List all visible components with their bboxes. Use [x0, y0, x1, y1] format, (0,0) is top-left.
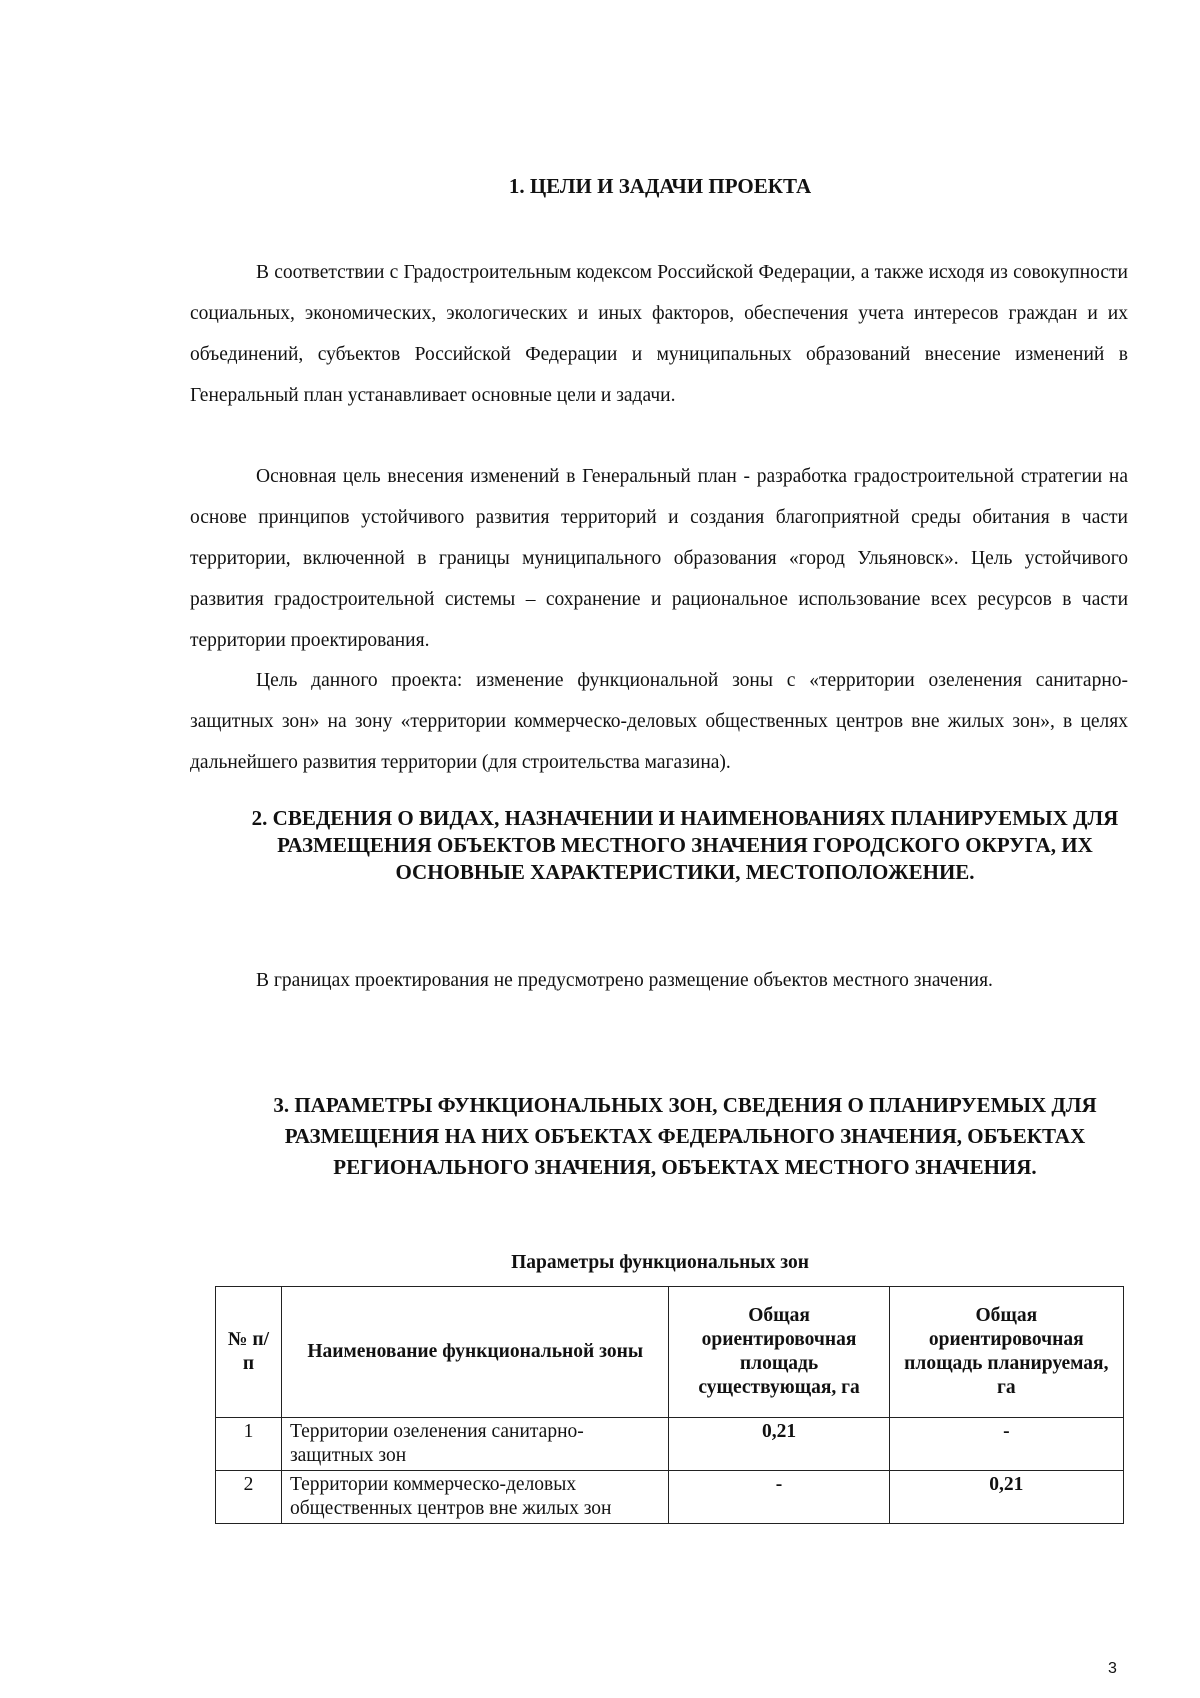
row-zone-name: Территории коммерческо-деловых общественных центров вне жилых зон	[281, 1471, 669, 1524]
header-planned-area: Общая ориентировочная площадь планируемая, га	[889, 1287, 1123, 1418]
row-zone-name: Территории озеленения санитарно-защитных зон	[281, 1418, 669, 1471]
table-header-row	[216, 1287, 1124, 1418]
section-2-paragraph: В границах проектирования не предусмотрено размещение объектов местного значения.	[256, 970, 993, 991]
section-1-paragraph-2: Основная цель внесения изменений в Генеральный план - разработка градостроительной стратегии на основе принципов устойчивого развития территорий и создания благоприятной среды обитания в части территории, включенной в границы муниципального образования «город Ульяновск». Цель устойчивого развития градостроительной системы – сохранение и рациональное использование всех ресурсов в части территории проектирования.	[190, 466, 1128, 651]
table-row	[216, 1418, 1124, 1471]
table-row	[216, 1471, 1124, 1524]
section-3-heading: 3. ПАРАМЕТРЫ ФУНКЦИОНАЛЬНЫХ ЗОН, СВЕДЕНИЯ О ПЛАНИРУЕМЫХ ДЛЯ РАЗМЕЩЕНИЯ НА НИХ ОБЪЕКТАХ ФЕДЕРАЛЬНОГО ЗНАЧЕНИЯ, ОБЪЕКТАХ РЕГИОНАЛЬНОГО ЗНАЧЕНИЯ, ОБЪЕКТАХ МЕСТНОГО ЗНАЧЕНИЯ.	[273, 1093, 1097, 1179]
header-existing-area: Общая ориентировочная площадь существующая, га	[669, 1287, 889, 1418]
row-number: 2	[216, 1471, 282, 1524]
functional-zones-table	[215, 1286, 1124, 1524]
header-zone-name: Наименование функциональной зоны	[281, 1287, 669, 1418]
row-planned-area: 0,21	[889, 1471, 1123, 1524]
section-1-heading: 1. ЦЕЛИ И ЗАДАЧИ ПРОЕКТА	[508, 174, 812, 198]
row-planned-area: -	[889, 1418, 1123, 1471]
row-number: 1	[216, 1418, 282, 1471]
row-existing-area: 0,21	[669, 1418, 889, 1471]
section-1-paragraph-1: В соответствии с Градостроительным кодексом Российской Федерации, а также исходя из совокупности социальных, экономических, экологических и иных факторов, обеспечения учета интересов граждан и их объединений, субъектов Российской Федерации и муниципальных образований внесение изменений в Генеральный план устанавливает основные цели и задачи.	[190, 262, 1128, 406]
section-2-heading: 2. СВЕДЕНИЯ О ВИДАХ, НАЗНАЧЕНИИ И НАИМЕНОВАНИЯХ ПЛАНИРУЕМЫХ ДЛЯ РАЗМЕЩЕНИЯ ОБЪЕКТОВ МЕСТНОГО ЗНАЧЕНИЯ ГОРОДСКОГО ОКРУГА, ИХ ОСНОВНЫЕ ХАРАКТЕРИСТИКИ, МЕСТОПОЛОЖЕНИЕ.	[251, 806, 1119, 884]
table-caption: Параметры функциональных зон	[511, 1252, 809, 1273]
header-number: № п/п	[216, 1287, 282, 1418]
page-number: 3	[1108, 1660, 1117, 1677]
row-existing-area: -	[669, 1471, 889, 1524]
section-1-paragraph-3: Цель данного проекта: изменение функциональной зоны с «территории озеленения санитарно-защитных зон» на зону «территории коммерческо-деловых общественных центров вне жилых зон», в целях дальнейшего развития территории (для строительства магазина).	[190, 670, 1128, 773]
